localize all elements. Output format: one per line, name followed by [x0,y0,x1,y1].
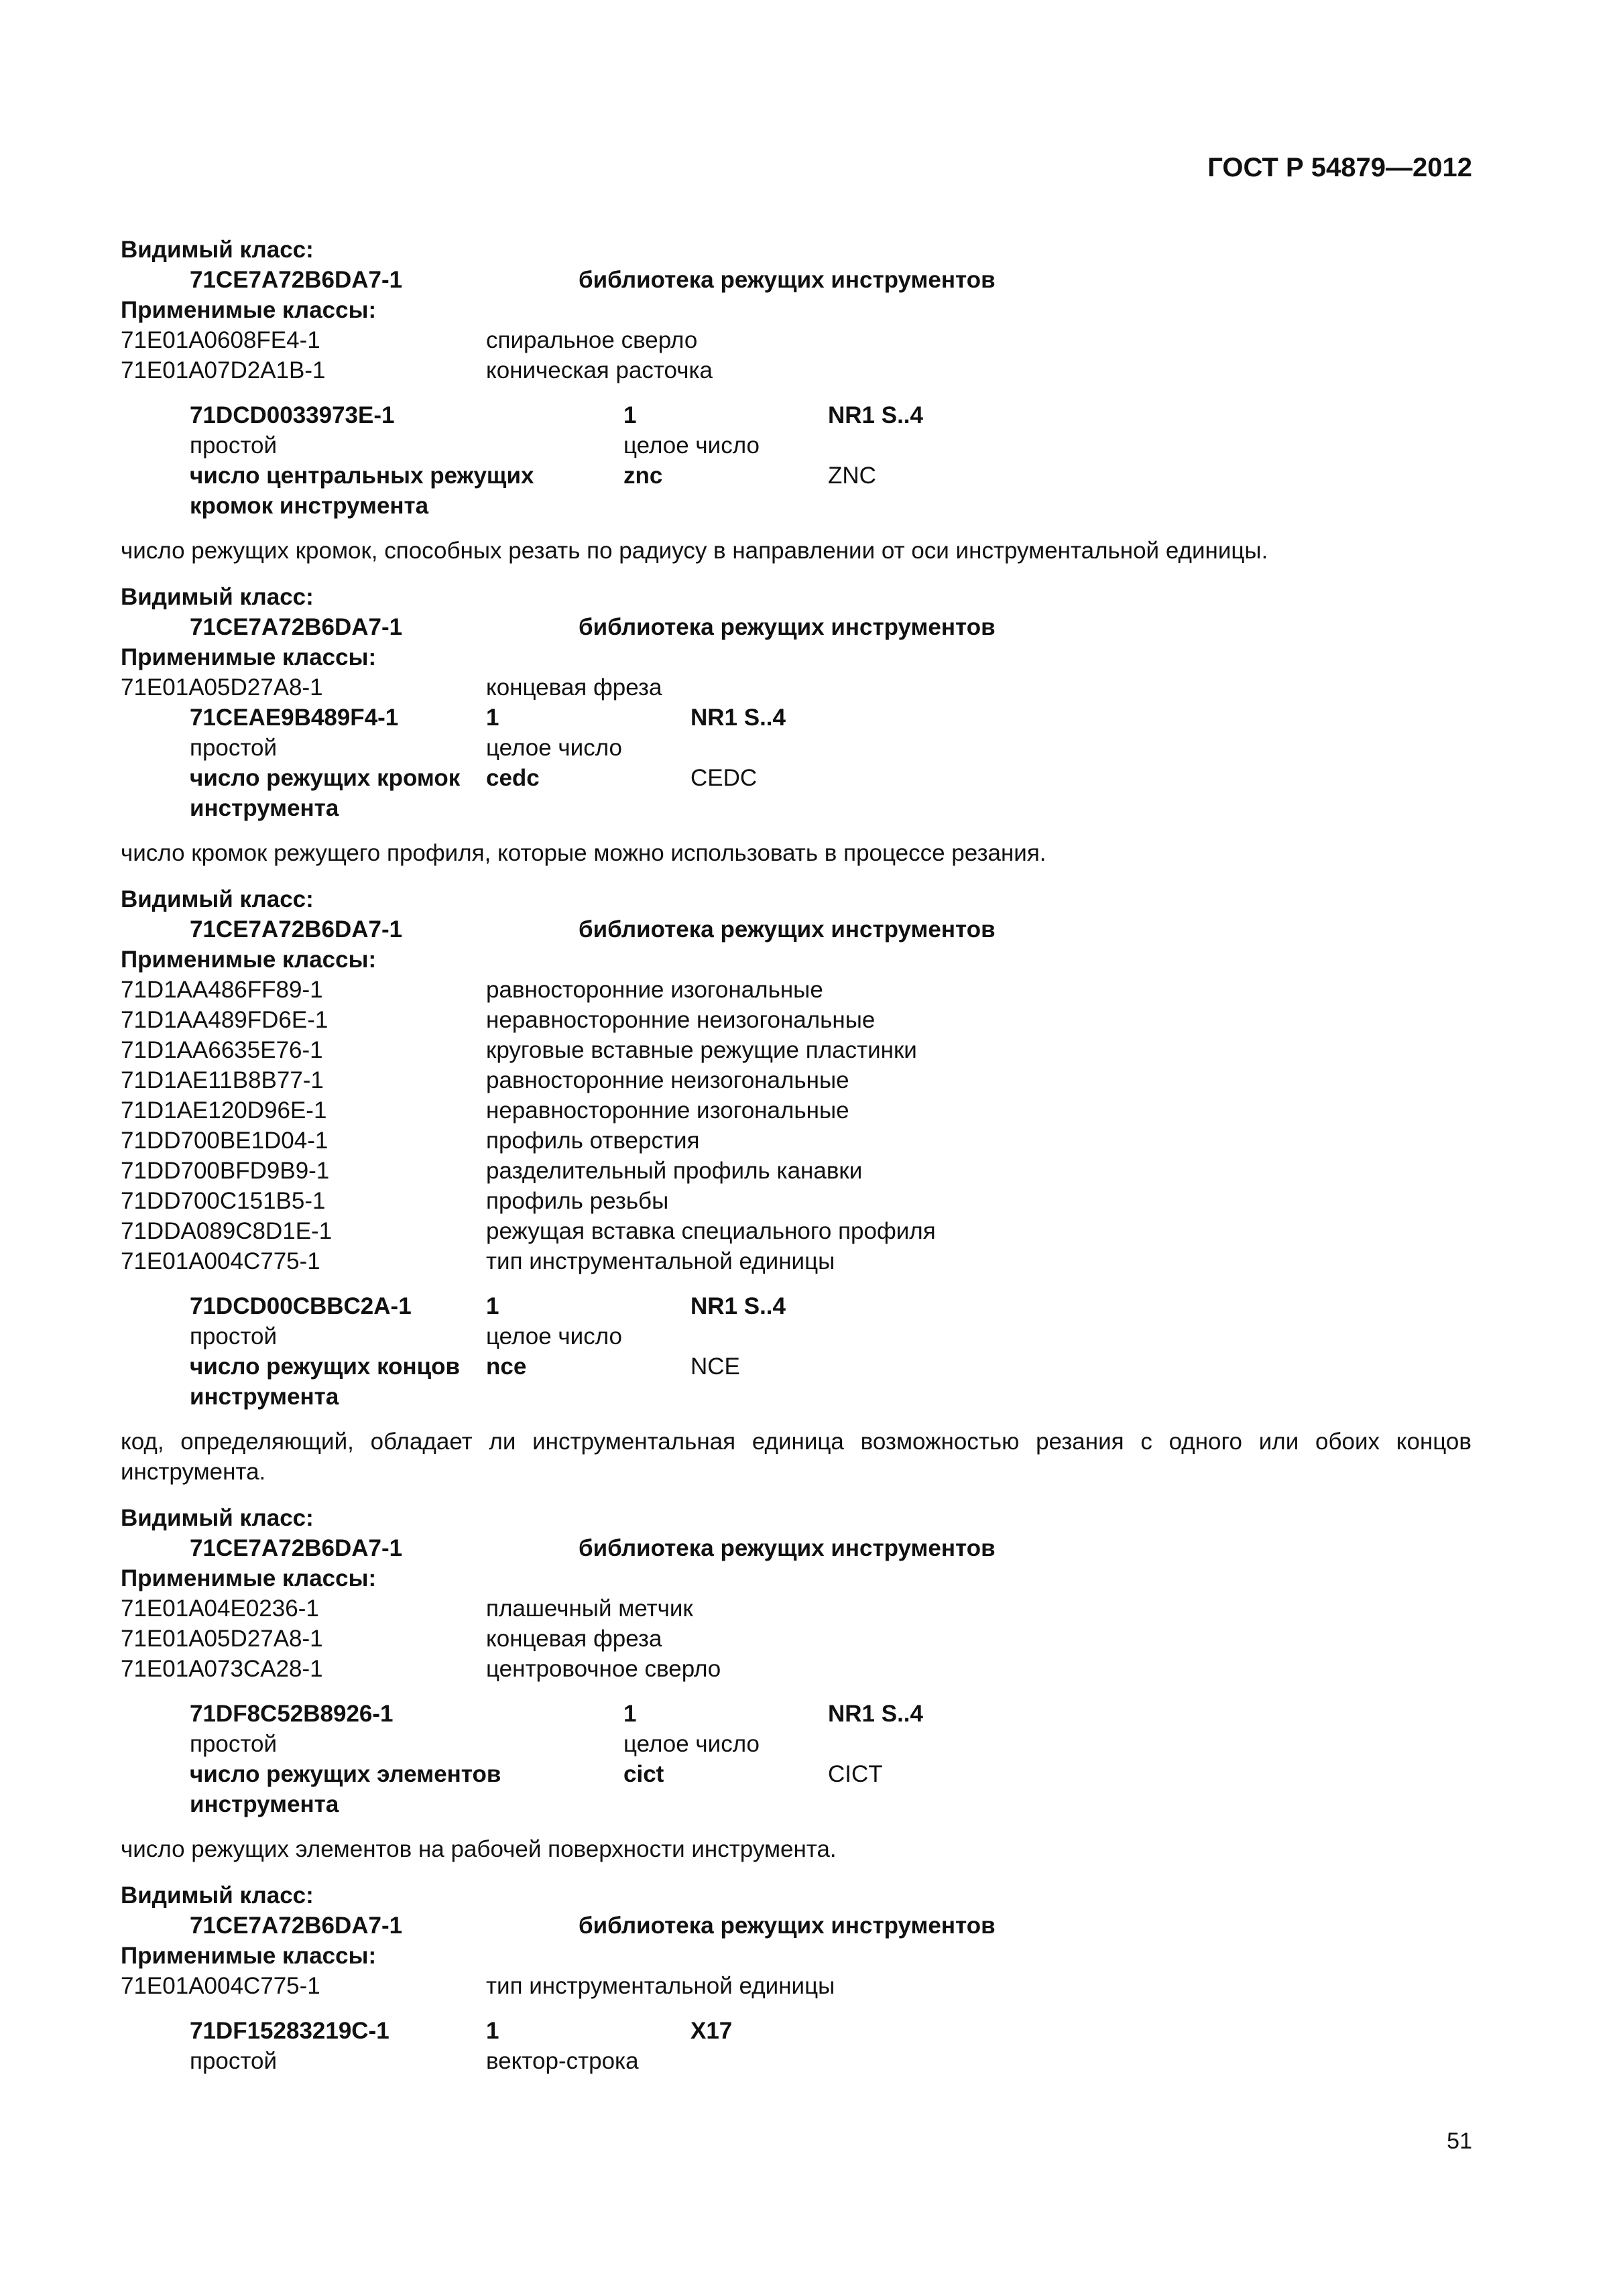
property-record [190,2016,1471,2076]
property-code-name: NCE [690,1353,740,1380]
visible-class-row [121,1911,1471,1941]
applicable-class-row [121,1005,1471,1035]
class-name: профиль резьбы [486,1188,669,1214]
property-id: 71DCD0033973E-1 [190,402,395,428]
property-id: 71DF8C52B8926-1 [190,1701,394,1727]
visible-class-label: Видимый класс: [121,886,314,912]
property-id: 71CEAE9B489F4-1 [190,705,399,731]
applicable-class-row [121,1971,1471,2001]
property-version: 1 [623,402,637,428]
property-format: NR1 S..4 [690,705,786,731]
property-record [190,1291,1471,1412]
property-kind: простой [190,2048,278,2074]
applicable-class-row [121,1246,1471,1276]
applicable-classes-label: Применимые классы: [121,644,377,670]
class-code: 71E01A004C775-1 [121,1973,320,1999]
property-kind: простой [190,1731,278,1757]
applicable-class-row [121,325,1471,355]
property-type: целое число [623,432,760,459]
property-record [190,703,1471,823]
property-name: число режущих концов [190,1353,461,1380]
visible-class-label: Видимый класс: [121,1882,314,1909]
applicable-class-row [121,1035,1471,1065]
class-code: 71D1AA486FF89-1 [121,977,323,1003]
class-code: 71DD700C151B5-1 [121,1188,326,1214]
visible-class-label: Видимый класс: [121,237,314,263]
class-name: неравносторонние изогональные [486,1097,849,1124]
class-code: 71D1AE120D96E-1 [121,1097,327,1124]
property-short-name: znc [623,463,663,489]
applicable-class-row [121,1216,1471,1246]
property-name: число центральных режущих [190,463,534,489]
visible-class-name: библиотека режущих инструментов [579,614,996,640]
class-code: 71E01A05D27A8-1 [121,674,323,701]
property-name: число режущих элементов [190,1761,501,1787]
document-body [121,235,1471,2076]
class-name: тип инструментальной единицы [486,1248,835,1274]
visible-class-row [121,1533,1471,1563]
class-code: 71E01A04E0236-1 [121,1595,319,1622]
property-code-name: CICT [828,1761,883,1787]
applicable-class-row [121,1654,1471,1684]
applicable-class-row [121,1186,1471,1216]
class-code: 71D1AA6635E76-1 [121,1037,323,1063]
entry-block [121,884,1471,1487]
entry-block [121,582,1471,868]
class-code: 71DD700BE1D04-1 [121,1128,328,1154]
property-name-cont: инструмента [190,1384,339,1410]
applicable-class-row [121,975,1471,1005]
class-code: 71E01A073CA28-1 [121,1656,323,1682]
property-definition: число режущих элементов на рабочей поверхности инструмента. [121,1836,837,1862]
class-name: концевая фреза [486,674,662,701]
property-type: целое число [486,1323,622,1349]
property-type: вектор-строка [486,2048,639,2074]
page-header: ГОСТ Р 54879—2012 [1207,153,1472,182]
property-short-name: cict [623,1761,664,1787]
visible-class-row [121,265,1471,295]
property-name-cont: инструмента [190,795,339,821]
class-code: 71E01A07D2A1B-1 [121,357,326,383]
class-name: спиральное сверло [486,327,698,353]
entry-block [121,235,1471,566]
applicable-class-row [121,1593,1471,1624]
property-kind: простой [190,735,278,761]
property-version: 1 [486,2018,499,2044]
property-kind: простой [190,432,278,459]
property-id: 71DF15283219C-1 [190,2018,389,2044]
property-format: NR1 S..4 [828,402,923,428]
property-record [190,1699,1471,1819]
property-format: NR1 S..4 [690,1293,786,1319]
property-short-name: nce [486,1353,527,1380]
class-name: равносторонние изогональные [486,977,823,1003]
class-name: концевая фреза [486,1626,662,1652]
visible-class-code: 71CE7A72B6DA7-1 [190,614,403,640]
visible-class-code: 71CE7A72B6DA7-1 [190,1913,403,1939]
class-name: центровочное сверло [486,1656,721,1682]
property-name-cont: инструмента [190,1791,339,1817]
property-kind: простой [190,1323,278,1349]
property-record [190,400,1471,521]
page-number: 51 [1447,2128,1472,2154]
class-name: равносторонние неизогональные [486,1067,849,1093]
applicable-class-row [121,1624,1471,1654]
class-name: неравносторонние неизогональные [486,1007,876,1033]
visible-class-code: 71CE7A72B6DA7-1 [190,267,403,293]
property-type: целое число [486,735,622,761]
class-name: плашечный метчик [486,1595,693,1622]
property-type: целое число [623,1731,760,1757]
property-id: 71DCD00CBBC2A-1 [190,1293,412,1319]
entry-block [121,1503,1471,1864]
applicable-class-row [121,1095,1471,1126]
class-code: 71D1AA489FD6E-1 [121,1007,328,1033]
applicable-classes-label: Применимые классы: [121,947,377,973]
visible-class-row [121,914,1471,945]
class-code: 71D1AE11B8B77-1 [121,1067,324,1093]
visible-class-name: библиотека режущих инструментов [579,916,996,943]
applicable-classes-label: Применимые классы: [121,1565,377,1591]
property-format: NR1 S..4 [828,1701,923,1727]
property-definition: число режущих кромок, способных резать по радиусу в направлении от оси инструментальной единицы. [121,538,1268,564]
class-name: круговые вставные режущие пластинки [486,1037,917,1063]
visible-class-code: 71CE7A72B6DA7-1 [190,916,403,943]
property-code-name: ZNC [828,463,876,489]
visible-class-code: 71CE7A72B6DA7-1 [190,1535,403,1561]
property-definition: код, определяющий, обладает ли инструментальная единица возможностью резания с одного или обоих концов инструмента. [121,1429,1471,1485]
property-version: 1 [486,705,499,731]
property-definition: число кромок режущего профиля, которые можно использовать в процессе резания. [121,840,1046,866]
property-short-name: cedc [486,765,540,791]
visible-class-label: Видимый класс: [121,1505,314,1531]
class-code: 71DDA089C8D1E-1 [121,1218,333,1244]
class-code: 71E01A05D27A8-1 [121,1626,323,1652]
applicable-classes-label: Применимые классы: [121,297,377,323]
applicable-class-row [121,355,1471,385]
class-name: коническая расточка [486,357,713,383]
property-version: 1 [623,1701,637,1727]
property-code-name: CEDC [690,765,758,791]
visible-class-row [121,612,1471,642]
visible-class-name: библиотека режущих инструментов [579,1913,996,1939]
applicable-class-row [121,1065,1471,1095]
property-name-cont: кромок инструмента [190,493,429,519]
class-name: профиль отверстия [486,1128,700,1154]
entry-block [121,1880,1471,2076]
visible-class-name: библиотека режущих инструментов [579,267,996,293]
applicable-class-row [121,672,1471,703]
class-name: режущая вставка специального профиля [486,1218,936,1244]
class-name: тип инструментальной единицы [486,1973,835,1999]
visible-class-name: библиотека режущих инструментов [579,1535,996,1561]
class-code: 71DD700BFD9B9-1 [121,1158,330,1184]
applicable-class-row [121,1126,1471,1156]
property-name: число режущих кромок [190,765,461,791]
property-version: 1 [486,1293,499,1319]
class-code: 71E01A0608FE4-1 [121,327,320,353]
class-name: разделительный профиль канавки [486,1158,863,1184]
class-code: 71E01A004C775-1 [121,1248,320,1274]
applicable-class-row [121,1156,1471,1186]
visible-class-label: Видимый класс: [121,584,314,610]
property-format: X17 [690,2018,733,2044]
applicable-classes-label: Применимые классы: [121,1943,377,1969]
